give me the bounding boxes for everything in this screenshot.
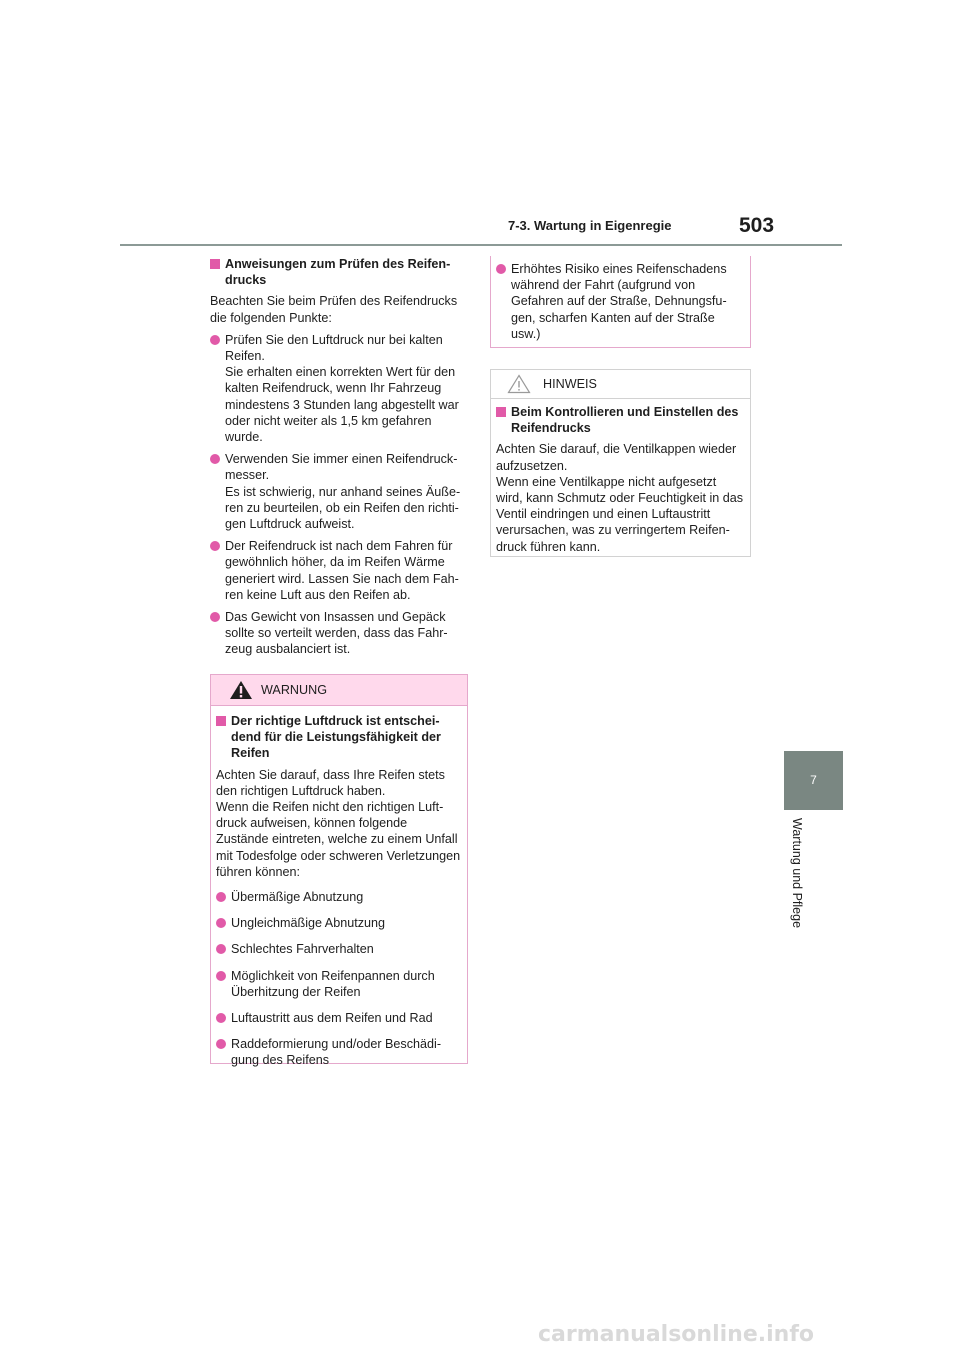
- list-item: [216, 1036, 462, 1068]
- section-title: 7-3. Wartung in Eigenregie: [508, 218, 672, 233]
- warning-box: [210, 674, 468, 1068]
- note-body: [491, 399, 750, 555]
- warning-icon: [229, 680, 253, 700]
- circle-bullet-icon: [210, 612, 220, 622]
- intro-paragraph: Beachten Sie beim Prüfen des Reifendrucks die folgenden Punkte:: [210, 294, 458, 325]
- circle-bullet-icon: [216, 1013, 226, 1023]
- note-box: [490, 369, 751, 557]
- heading-text: Anweisungen zum Prüfen des Reifendrucks: [225, 257, 451, 288]
- circle-bullet-icon: [216, 944, 226, 954]
- list-item: [216, 1010, 462, 1026]
- left-column: [210, 256, 470, 664]
- circle-bullet-icon: [210, 541, 220, 551]
- bullet-text: Erhöhtes Risiko eines Reifenschadens während der Fahrt (aufgrund von Gefahren auf der Straße, Dehnungsfugen, scharfen Kanten auf der Straße usw.): [511, 262, 727, 341]
- list-item: [216, 915, 462, 931]
- circle-bullet-icon: [216, 892, 226, 902]
- bullet-text: Ungleichmäßige Abnutzung: [231, 916, 386, 931]
- warning-continuation: [490, 256, 751, 348]
- warning-header: [211, 675, 467, 706]
- circle-bullet-icon: [210, 454, 220, 464]
- note-text: Achten Sie darauf, die Ventilkappen wieder aufzusetzen. Wenn eine Ventilkappe nicht aufgesetzt wird, kann Schmutz oder Feuchtigkeit in das Ventil eindringen und einen Luftaustritt verursachen, was zu verringertem Reifendruck führen kann.: [496, 442, 744, 554]
- list-item: [210, 451, 470, 532]
- square-bullet-icon: [216, 716, 226, 726]
- bullet-text: Schlechtes Fahrverhalten: [231, 942, 374, 957]
- circle-bullet-icon: [216, 918, 226, 928]
- watermark: carmanualsonline.info: [538, 1322, 814, 1347]
- note-label: HINWEIS: [543, 377, 597, 391]
- caution-outline-icon: [507, 374, 531, 394]
- list-item: [216, 968, 462, 1000]
- chapter-title: Wartung und Pflege: [790, 818, 804, 929]
- list-item: [216, 889, 462, 905]
- list-item: [216, 941, 462, 957]
- bullet-text: Möglichkeit von Reifenpannen durch Überhitzung der Reifen: [231, 968, 435, 999]
- bullet-text: Verwenden Sie immer einen Reifendruckmesser. Es ist schwierig, nur anhand seines Äußeren zu beurteilen, ob ein Reifen den richtigen Luftdruck aufweist.: [225, 452, 461, 532]
- bullet-text: Raddeformierung und/oder Beschädigung des Reifens: [231, 1037, 442, 1068]
- note-header: [491, 370, 750, 399]
- heading-text: Beim Kontrollieren und Einstellen des Reifendrucks: [511, 405, 739, 436]
- warning-label: WARNUNG: [261, 683, 327, 697]
- bullet-text: Das Gewicht von Insassen und Gepäck sollte so verteilt werden, dass das Fahrzeug ausbalanciert ist.: [225, 610, 448, 657]
- warning-body: [211, 706, 467, 1069]
- bullet-text: Der Reifendruck ist nach dem Fahren für gewöhnlich höher, da im Reifen Wärme generiert wird. Lassen Sie nach dem Fahren keine Luft aus den Reifen ab.: [225, 539, 459, 602]
- list-item: [496, 261, 745, 342]
- circle-bullet-icon: [216, 971, 226, 981]
- bullet-text: Übermäßige Abnutzung: [231, 890, 364, 905]
- warning-text: Achten Sie darauf, dass Ihre Reifen stets den richtigen Luftdruck haben. Wenn die Reifen nicht den richtigen Luftdruck aufweisen, können folgende Zustände eintreten, welche zu einem Unfall mit Todesfolge oder schweren Verletzungen führen können:: [216, 767, 461, 879]
- page-number: 503: [739, 214, 775, 237]
- bullet-text: Luftaustritt aus dem Reifen und Rad: [231, 1011, 433, 1026]
- circle-bullet-icon: [210, 335, 220, 345]
- list-item: [210, 538, 470, 603]
- bullet-text: Prüfen Sie den Luftdruck nur bei kalten Reifen. Sie erhalten einen korrekten Wert für den kalten Reifendruck, wenn Ihr Fahrzeug mindestens 3 Stunden lang abgestellt war oder nicht weiter als 1,5 km gefahren wurde.: [225, 332, 459, 445]
- circle-bullet-icon: [216, 1039, 226, 1049]
- warning-heading: [216, 713, 462, 762]
- section-heading: [210, 256, 470, 288]
- square-bullet-icon: [210, 259, 220, 269]
- heading-text: Der richtige Luftdruck ist entscheidend für die Leistungsfähigkeit der Reifen: [231, 714, 441, 761]
- circle-bullet-icon: [496, 264, 506, 274]
- list-item: [210, 609, 470, 658]
- square-bullet-icon: [496, 407, 506, 417]
- note-heading: [496, 404, 745, 436]
- chapter-tab[interactable]: [784, 751, 843, 810]
- chapter-number: 7: [810, 773, 817, 788]
- header-divider: [120, 244, 842, 246]
- list-item: [210, 332, 470, 445]
